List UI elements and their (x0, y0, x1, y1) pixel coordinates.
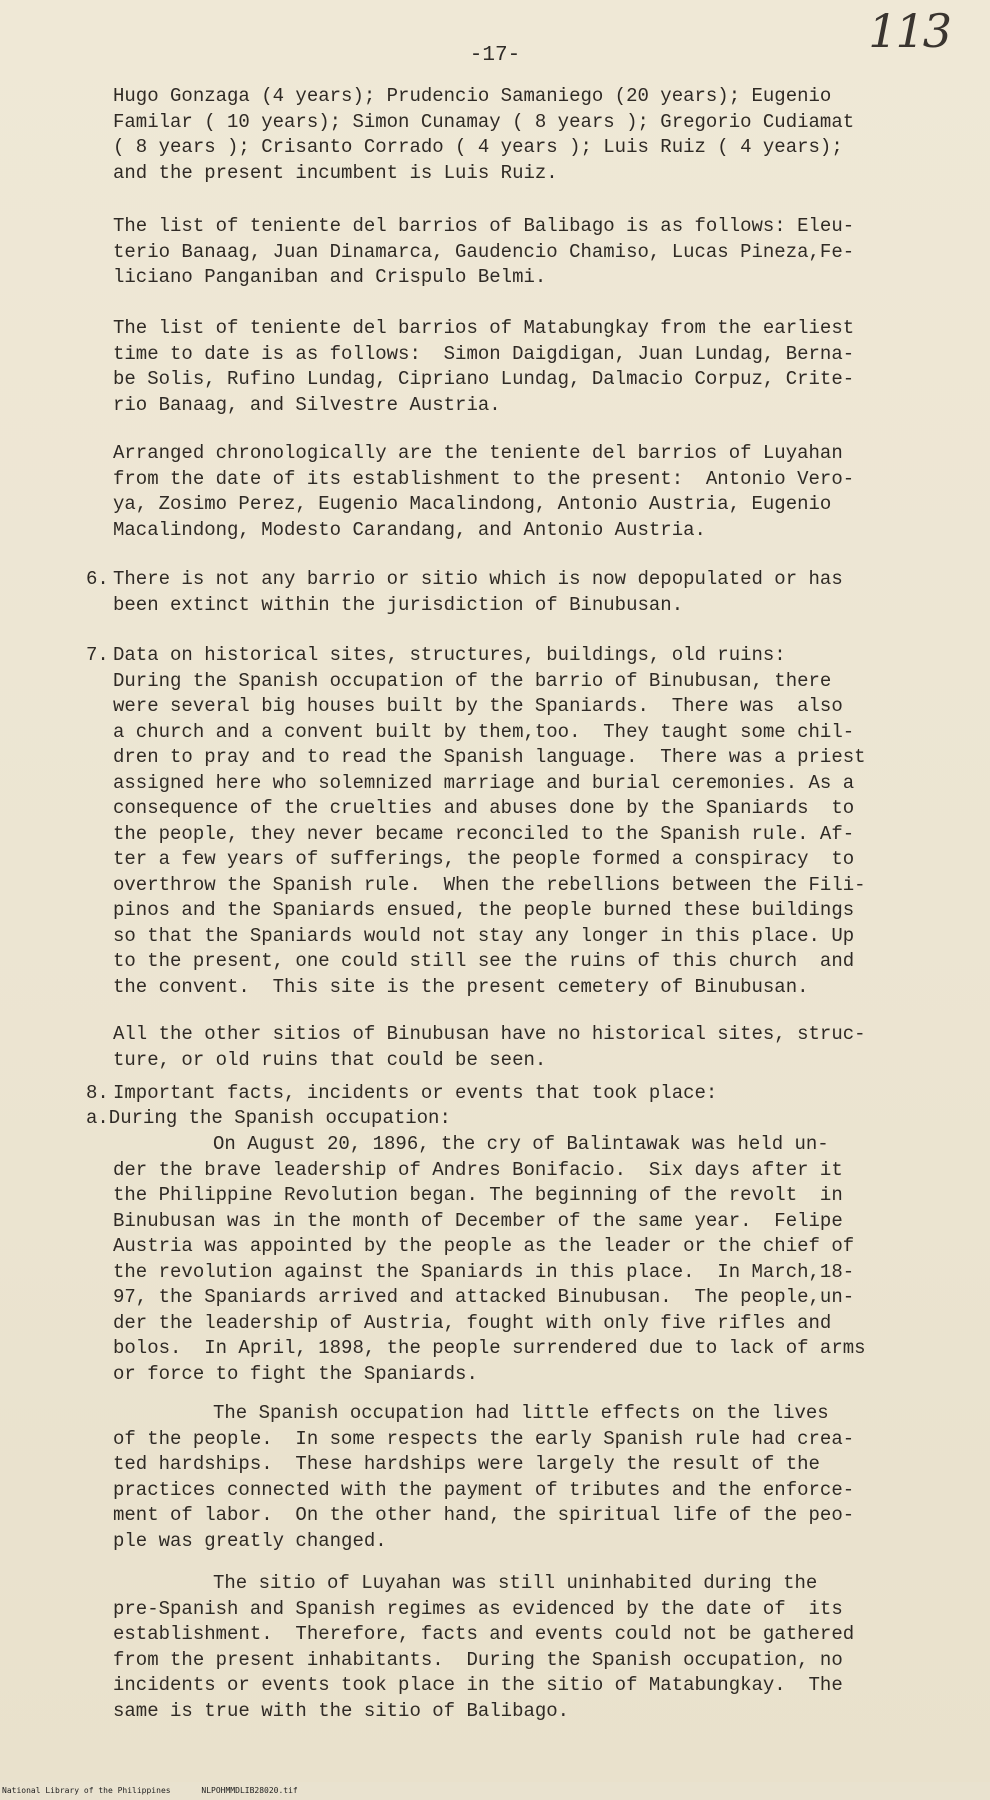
paragraph-matabungkay (113, 316, 913, 418)
item-6-marker: 6. (86, 568, 109, 590)
scan-footer (0, 1782, 990, 1800)
text-line: same is true with the sitio of Balibago. (113, 1699, 570, 1722)
text-line: bolos. In April, 1898, the people surrendered due to lack of arms (113, 1337, 866, 1359)
text-line: the convent. This site is the present cemetery of Binubusan. (113, 975, 809, 998)
text-line: 97, the Spaniards arrived and attacked Binubusan. The people,un- (113, 1286, 855, 1308)
text-line: the Philippine Revolution began. The beginning of the revolt in (113, 1184, 843, 1206)
paragraph-continuation (113, 84, 913, 186)
text-line: consequence of the cruelties and abuses done by the Spaniards to (113, 797, 855, 819)
text-line: Binubusan was in the month of December of the same year. Felipe (113, 1209, 843, 1232)
text-line: liciano Panganiban and Crispulo Belmi. (113, 266, 547, 288)
text-line: Data on historical sites, structures, buildings, old ruins: (113, 644, 786, 666)
item-8-paragraph-2 (113, 1401, 913, 1554)
library-name: National Library of the Philippines (2, 1786, 171, 1795)
text-line: ment of labor. On the other hand, the spiritual life of the peo- (113, 1504, 855, 1526)
text-line: All the other sitios of Binubusan have no historical sites, struc- (113, 1023, 866, 1045)
text-line: of the people. In some respects the early Spanish rule had crea- (113, 1427, 855, 1450)
text-line: from the present inhabitants. During the Spanish occupation, no (113, 1648, 843, 1671)
text-line: Austria was appointed by the people as the leader or the chief of (113, 1235, 855, 1257)
text-line: time to date is as follows: Simon Daigdigan, Juan Lundag, Berna- (113, 342, 855, 365)
text-line: pinos and the Spaniards ensued, the people burned these buildings (113, 899, 855, 921)
text-line: the people, they never became reconciled to the Spanish rule. Af- (113, 822, 855, 845)
text-line: establishment. Therefore, facts and events could not be gathered (113, 1623, 855, 1645)
text-line: and the present incumbent is Luis Ruiz. (113, 161, 558, 184)
text-line: ted hardships. These hardships were largely the result of the (113, 1453, 820, 1475)
text-line: Macalindong, Modesto Carandang, and Antonio Austria. (113, 518, 706, 541)
text-line: The sitio of Luyahan was still uninhabited during the (213, 1572, 818, 1594)
text-line: ter a few years of sufferings, the people formed a conspiracy to (113, 848, 855, 870)
item-6-text (113, 567, 913, 618)
text-line: overthrow the Spanish rule. When the rebellions between the Fili- (113, 873, 866, 896)
item-7-text (113, 643, 913, 1000)
text-line: be Solis, Rufino Lundag, Cipriano Lundag, Dalmacio Corpuz, Crite- (113, 368, 855, 390)
text-line: On August 20, 1896, the cry of Balintawak was held un- (213, 1133, 829, 1155)
text-line: so that the Spaniards would not stay any longer in this place. Up (113, 924, 855, 947)
text-line: Arranged chronologically are the teniente del barrios of Luyahan (113, 442, 843, 464)
text-line: were several big houses built by the Spaniards. There was also (113, 695, 843, 717)
paragraph-luyahan (113, 441, 913, 543)
sub-heading: a.During the Spanish occupation: (86, 1107, 451, 1129)
text-line: a church and a convent built by them,too. They taught some chil- (113, 720, 855, 743)
text-line: ture, or old ruins that could be seen. (113, 1048, 547, 1071)
text-line: to the present, one could still see the ruins of this church and (113, 950, 855, 972)
text-line: from the date of its establishment to the present: Antonio Vero- (113, 467, 855, 490)
text-line: Familar ( 10 years); Simon Cunamay ( 8 years ); Gregorio Cudiamat (113, 110, 855, 133)
text-line: been extinct within the jurisdiction of Binubusan. (113, 593, 684, 616)
text-line: the revolution against the Spaniards in this place. In March,18- (113, 1260, 855, 1283)
text-line: assigned here who solemnized marriage and burial ceremonies. As a (113, 771, 855, 794)
item-7-extra (113, 1022, 913, 1073)
text-line: der the leadership of Austria, fought with only five rifles and (113, 1311, 832, 1334)
paragraph-balibago (113, 214, 913, 291)
handwritten-page-number: 113 (868, 4, 950, 58)
text-line: ( 8 years ); Crisanto Corrado ( 4 years ); Luis Ruiz ( 4 years); (113, 136, 843, 158)
item-8-sub-a (86, 1106, 886, 1132)
text-line: pre-Spanish and Spanish regimes as evidenced by the date of its (113, 1597, 843, 1620)
text-line: The list of teniente del barrios of Balibago is as follows: Eleu- (113, 215, 855, 237)
text-line: The list of teniente del barrios of Matabungkay from the earliest (113, 317, 855, 339)
text-line: Hugo Gonzaga (4 years); Prudencio Samaniego (20 years); Eugenio (113, 85, 832, 107)
text-line: The Spanish occupation had little effects on the lives (213, 1402, 829, 1424)
text-line: rio Banaag, and Silvestre Austria. (113, 393, 501, 416)
item-8-title (113, 1081, 913, 1107)
text-line: or force to fight the Spaniards. (113, 1362, 478, 1385)
text-line: der the brave leadership of Andres Bonifacio. Six days after it (113, 1158, 843, 1181)
text-line: ple was greatly changed. (113, 1529, 387, 1552)
text-line: terio Banaag, Juan Dinamarca, Gaudencio Chamiso, Lucas Pineza,Fe- (113, 240, 855, 263)
text-line: During the Spanish occupation of the barrio of Binubusan, there (113, 669, 832, 692)
item-8-paragraph-1 (113, 1132, 913, 1387)
text-line: dren to pray and to read the Spanish language. There was a priest (113, 746, 866, 768)
file-name: NLPOHMMDLIB28020.tif (201, 1786, 298, 1795)
item-7-marker: 7. (86, 644, 109, 666)
section-title: Important facts, incidents or events that took place: (113, 1082, 718, 1104)
item-8-paragraph-3 (113, 1571, 913, 1724)
text-line: incidents or events took place in the sitio of Matabungkay. The (113, 1674, 843, 1696)
text-line: There is not any barrio or sitio which is now depopulated or has (113, 568, 843, 590)
item-8-marker: 8. (86, 1082, 109, 1104)
text-line: practices connected with the payment of tributes and the enforce- (113, 1478, 855, 1501)
text-line: ya, Zosimo Perez, Eugenio Macalindong, Antonio Austria, Eugenio (113, 493, 832, 515)
page-number: -17- (469, 44, 521, 67)
